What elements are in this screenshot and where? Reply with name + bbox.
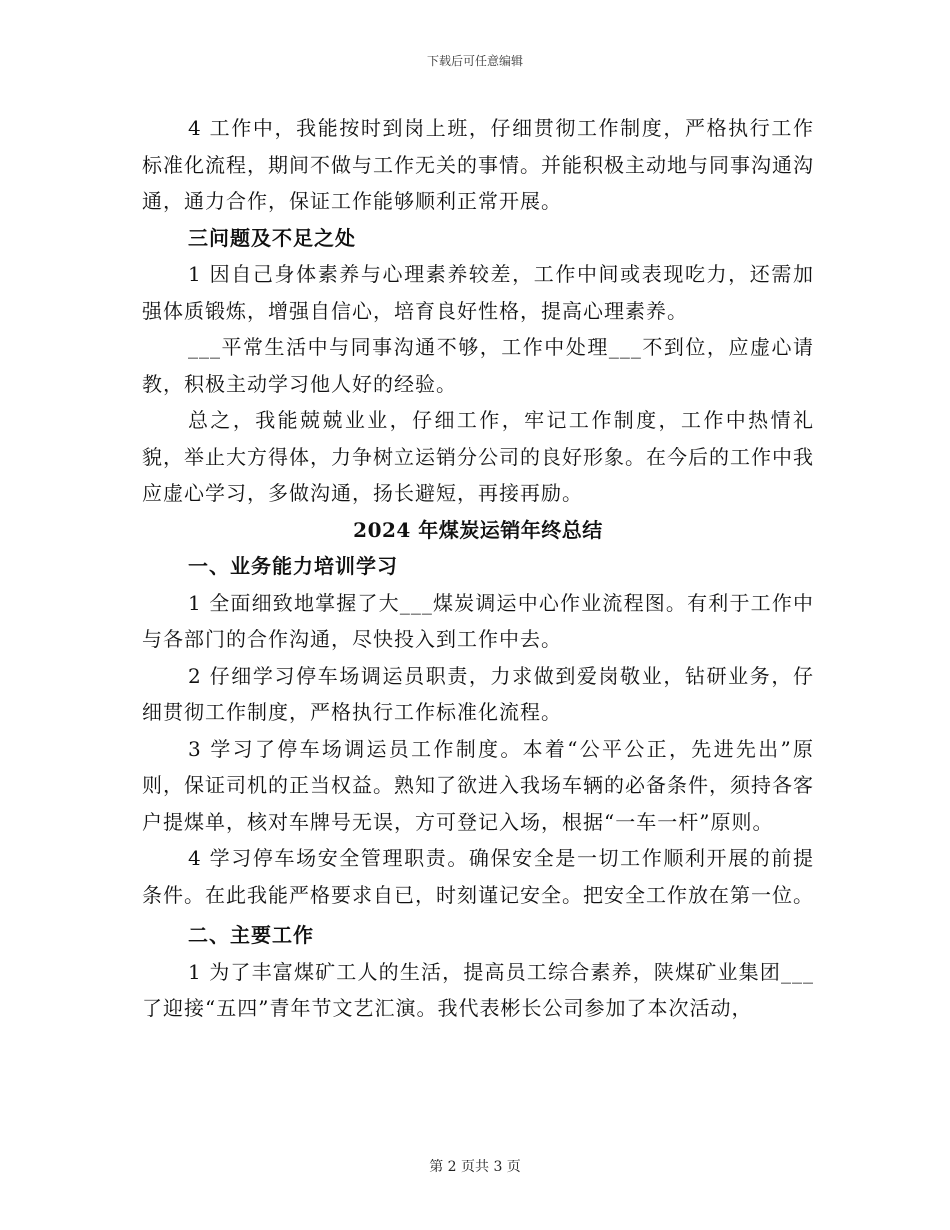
paragraph-problem-1: 1 因自己身体素养与心理素养较差，工作中间或表现吃力，还需加强体质锻炼，增强自信心，培育良好性格，提高心理素养。 <box>142 262 814 323</box>
paragraph-training-1: 1 全面细致地掌握了大___煤炭调运中心作业流程图。有利于工作中与各部门的合作沟通，尽快投入到工作中去。 <box>142 590 814 651</box>
paragraph-problem-2: ___平常生活中与同事沟通不够，工作中处理___不到位，应虚心请教，积极主动学习他人好的经验。 <box>142 335 814 396</box>
paragraph-training-3: 3 学习了停车场调运员工作制度。本着“公平公正，先进先出”原则，保证司机的正当权益。熟知了欲进入我场车辆的必备条件，须持各客户提煤单，核对车牌号无误，方可登记入场，根据“一车一杆”原则。 <box>142 736 814 834</box>
document-body <box>142 110 814 1027</box>
page-header: 下载后可任意编辑 <box>426 54 523 68</box>
heading-training: 一、业务能力培训学习 <box>188 554 398 578</box>
section-title: 2024 年煤炭运销年终总结 <box>353 517 603 542</box>
heading-main-work: 二、主要工作 <box>188 923 314 947</box>
page-footer: 第 2 页共 3 页 <box>429 1159 521 1175</box>
heading-problems: 三问题及不足之处 <box>188 225 356 250</box>
paragraph-conclusion: 总之，我能兢兢业业，仔细工作，牢记工作制度，工作中热情礼貌，举止大方得体，力争树立运销分公司的良好形象。在今后的工作中我应虚心学习，多做沟通，扬长避短，再接再励。 <box>142 408 814 505</box>
paragraph-work-attendance: 4 工作中，我能按时到岗上班，仔细贯彻工作制度，严格执行工作标准化流程，期间不做与工作无关的事情。并能积极主动地与同事沟通沟通，通力合作，保证工作能够顺利正常开展。 <box>142 116 814 213</box>
paragraph-training-4: 4 学习停车场安全管理职责。确保安全是一切工作顺利开展的前提条件。在此我能严格要求自已，时刻谨记安全。把安全工作放在第一位。 <box>142 846 814 907</box>
paragraph-main-work-1: 1 为了丰富煤矿工人的生活，提高员工综合素养，陕煤矿业集团___了迎接“五四”青年节文艺汇演。我代表彬长公司参加了本次活动， <box>142 959 814 1020</box>
paragraph-training-2: 2 仔细学习停车场调运员职责，力求做到爱岗敬业，钻研业务，仔细贯彻工作制度，严格执行工作标准化流程。 <box>142 663 814 724</box>
